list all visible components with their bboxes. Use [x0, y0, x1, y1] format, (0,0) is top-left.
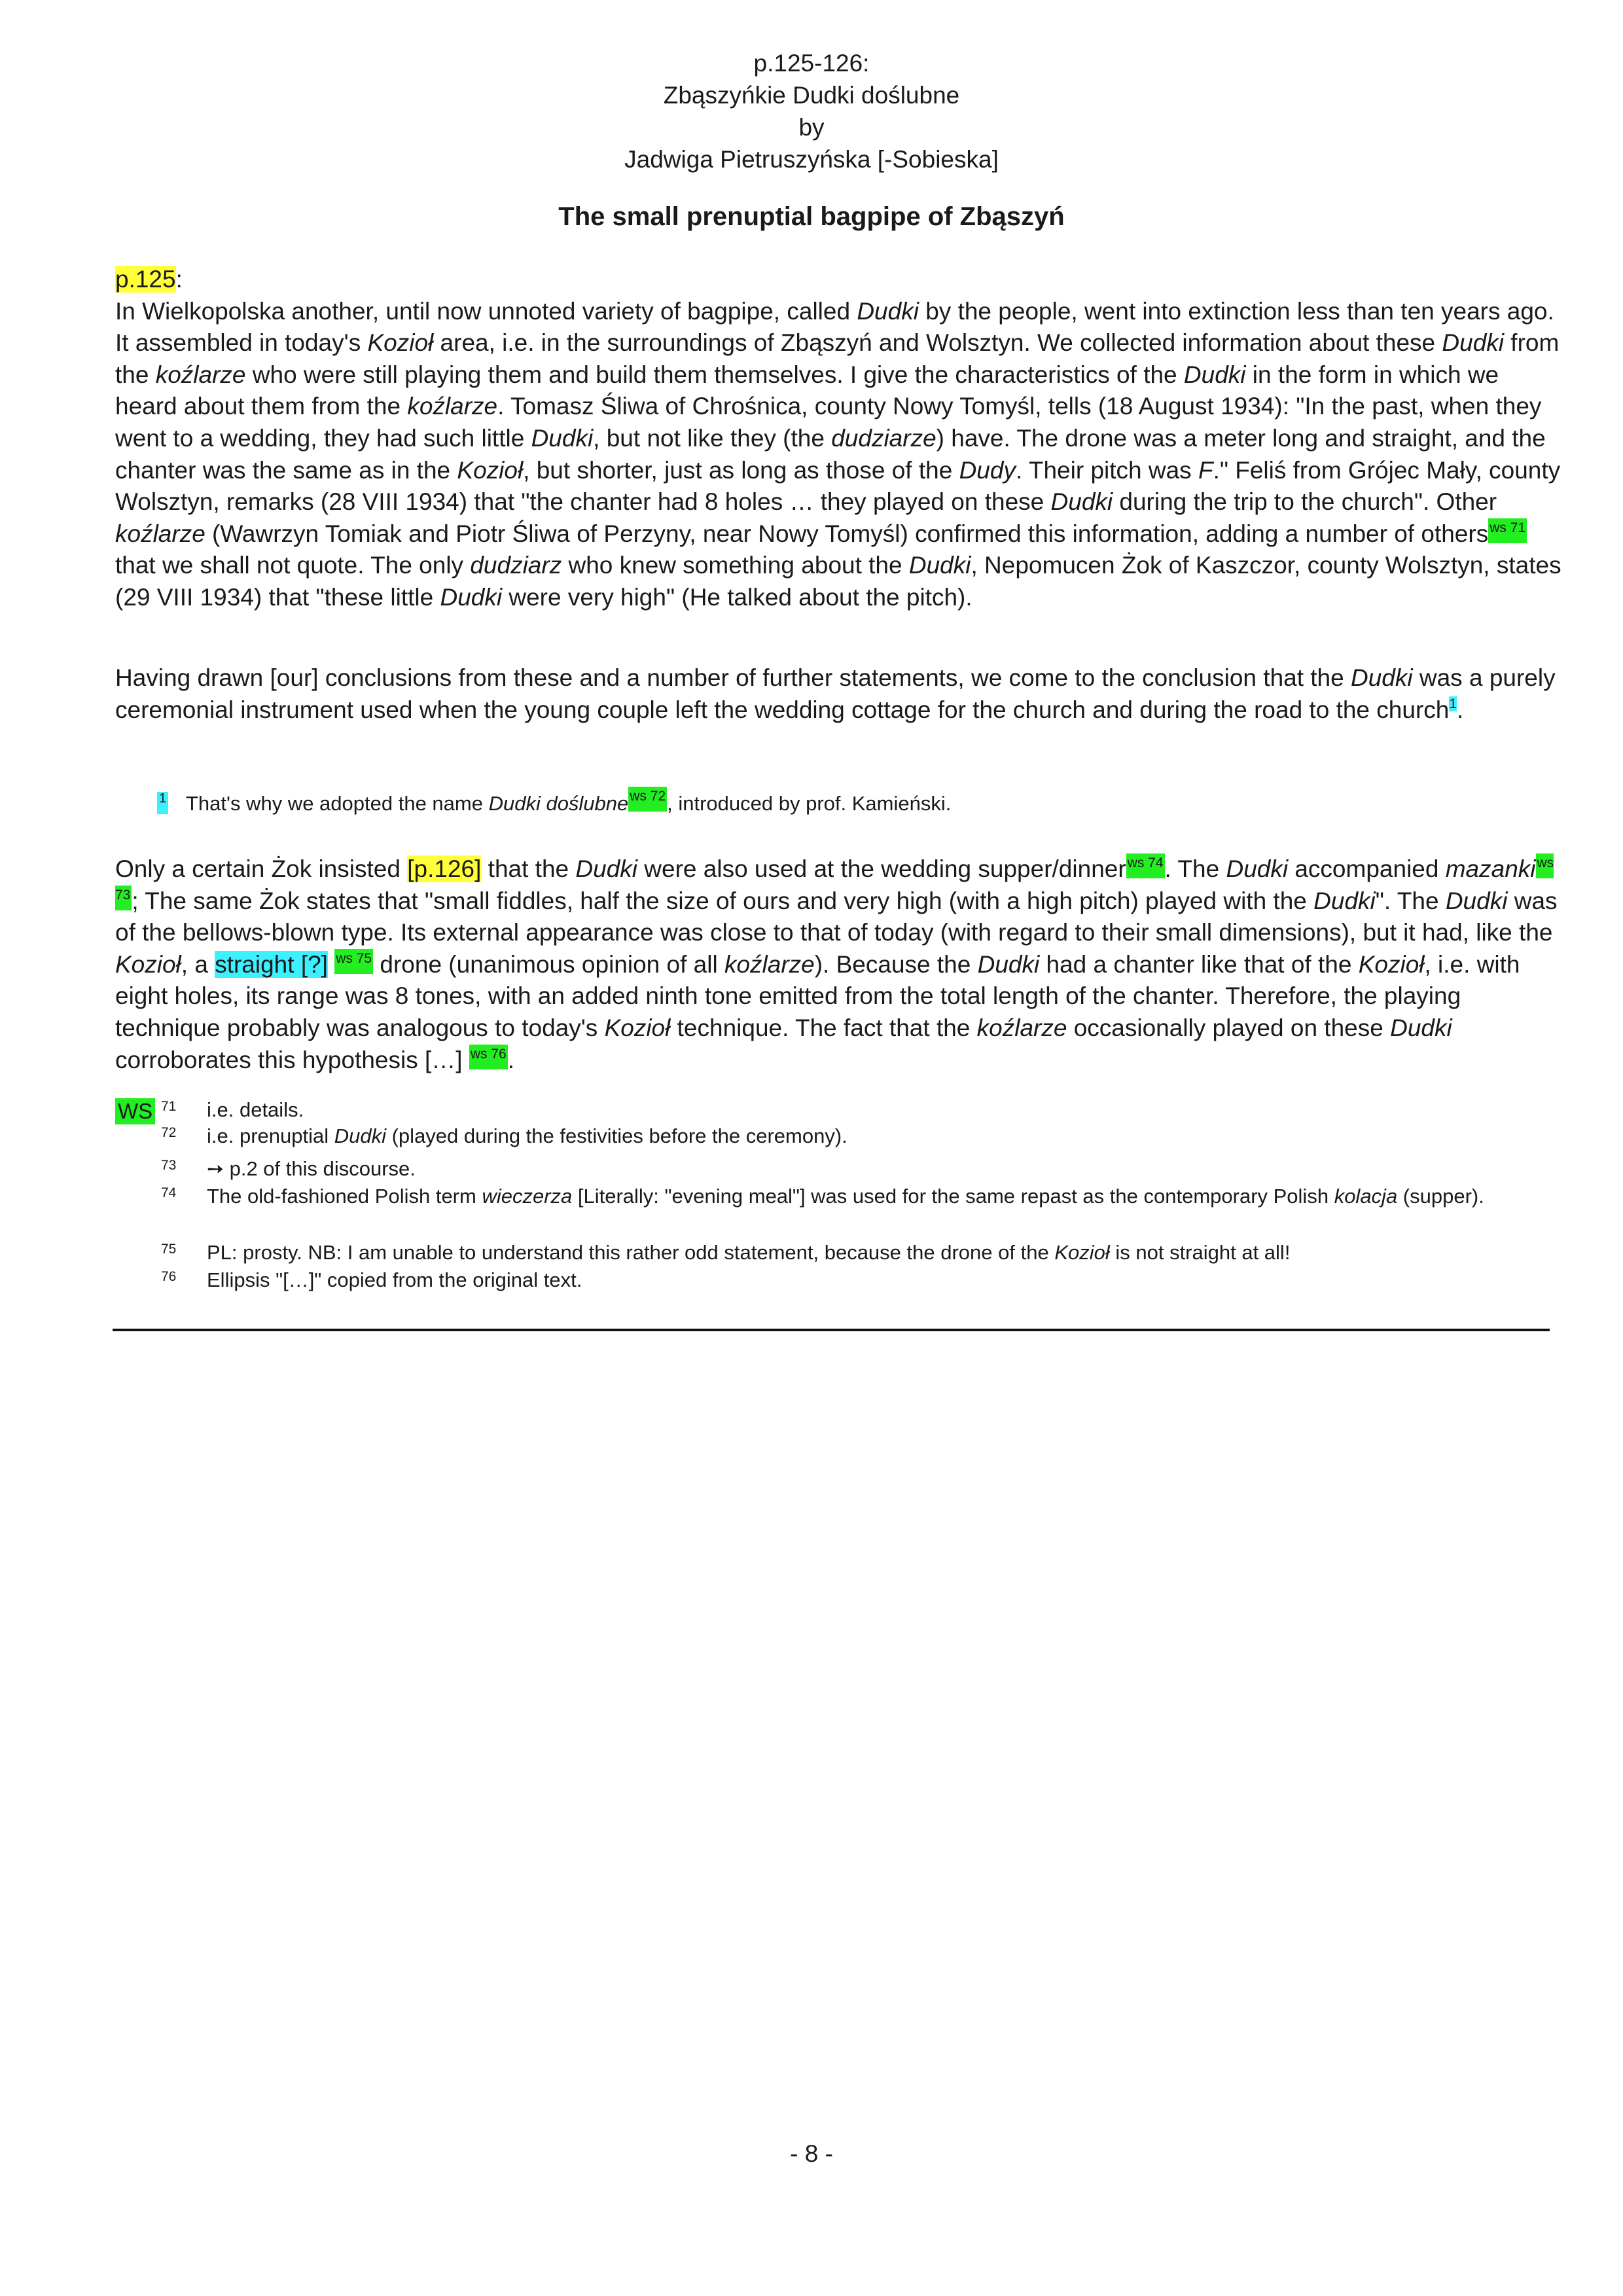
- ws-note-ref-73[interactable]: ws 73: [115, 853, 1554, 910]
- page-number: - 8 -: [790, 2140, 833, 2167]
- page-marker-p126: [p.126]: [407, 855, 482, 882]
- header-title-pl: Zbąszyńkie Dudki doślubne: [663, 82, 960, 109]
- footnote-1-mark: 1: [157, 792, 168, 814]
- paragraph-1: p.125: In Wielkopolska another, until now unnoted variety of bagpipe, called Dudki by the people, went into extinction less than ten years ago. It assembled in today's Kozioł area, i.e. in the surroundings of Zbąszyń and Wolsztyn. We collected information about these Dudki from the koźlarze who were still playing them and build them themselves. I give the characteristics of the Dudki in the form in which we heard about them from the koźlarze. Tomasz Śliwa of Chrośnica, county Nowy Tomyśl, tells (18 August 1934): "In the past, when they went to a wedding, they had such little Dudki, but not like they (the dudziarze) have. The drone was a meter long and straight, and the chanter was the same as in the Kozioł, but shorter, just as long as those of the Dudy. Their pitch was F." Feliś from Grójec Mały, county Wolsztyn, remarks (28 VIII 1934) that "the chanter had 8 holes … they played on these Dudki during the trip to the church". Other koźlarze (Wawrzyn Tomiak and Piotr Śliwa of Perzyny, near Nowy Tomyśl) confirmed this information, adding a number of others$^{ws 71}$ that we shall not quote. The only dudziarz who knew something about the Dudki, Nepomucen Żok of Kaszczor, county Wolsztyn, states (29 VIII 1934) that "these little Dudki were very high" (He talked about the pitch).: [115, 266, 1561, 611]
- ws-tag: WS: [115, 1098, 155, 1124]
- paragraph-3: Only a certain Żok insisted [p.126] that the Dudki were also used at the wedding supper/dinner$^{ws 74}$. The Dudki accompanied mazanki$^{ws 73}$; The same Żok states that "small fiddles, half the size of ours and very high (with a high pitch) played with the Dudki". The Dudki was of the bellows-blown type. Its external appearance was close to that of today (with regard to their small dimensions), but it had, like the Kozioł, a straight [?] $^{ws 75}$ drone (unanimous opinion of all koźlarze). Because the Dudki had a chanter like that of the Kozioł, i.e. with eight holes, its range was 8 tones, with an added ninth tone emitted from the total length of the chanter. Therefore, the playing technique probably was analogous to today's Kozioł technique. The fact that the koźlarze occasionally played on these Dudki corroborates this hypothesis […] $^{ws 76}$.: [115, 853, 1567, 1076]
- page-marker-p125: p.125: [115, 266, 176, 293]
- footnote-ref-1[interactable]: 1: [1449, 696, 1457, 711]
- ws-note-ref-75[interactable]: ws 75: [334, 949, 373, 974]
- header-pages: p.125-126:: [753, 50, 870, 77]
- ws-note-ref-72[interactable]: ws 72: [628, 787, 667, 812]
- header-by: by: [798, 114, 825, 141]
- ws-note-ref-71[interactable]: ws 71: [1488, 518, 1527, 543]
- document-title: The small prenuptial bagpipe of Zbąszyń: [558, 202, 1065, 231]
- header-author: Jadwiga Pietruszyńska [-Sobieska]: [624, 146, 999, 173]
- paragraph-2: Having drawn [our] conclusions from these and a number of further statements, we come to the conclusion that the Dudki was a purely ceremonial instrument used when the young couple left the wedding cottage for the church and during the road to the church$^1$.: [115, 664, 1556, 723]
- highlight-straight: straight [?]: [215, 950, 328, 978]
- document-header: [0, 47, 1623, 175]
- document-page: p.125-126: Zbąszyńkie Dudki doślubne by Jadwiga Pietruszyńska [-Sobieska] The small prenuptial bagpipe of Zbąszyń p.125: In Wielkopolska another, until now unnoted variety of bagpipe, called Dudki by the people, went into extinction less than ten years ago. It assembled in today's Kozioł area, i.e. in the surroundings of Zbąszyń and Wolsztyn. We collected information about these Dudki from the koźlarze who were still playing them and build them themselves. I give the characteristics of the Dudki in the form in which we heard about them from the koźlarze. Tomasz Śliwa of Chrośnica, county Nowy Tomyśl, tells (18 August 1934): "In the past, when they went to a wedding, they had such little Dudki, but not like they (the dudziarze) have. The drone was a meter long and straight, and the chanter was the same as in the Kozioł, but shorter, just as long as those of the Dudy. Their pitch was F." Feliś from Grójec Mały, county Wolsztyn, remarks (28 VIII 1934) that "the chanter had 8 holes … they played on these Dudki during the trip to the church". Other koźlarze (Wawrzyn Tomiak and Piotr Śliwa of Perzyny, near Nowy Tomyśl) confirmed this information, adding a number of others$^{ws 71}$ that we shall not quote. The only dudziarz who knew something about the Dudki, Nepomucen Żok of Kaszczor, county Wolsztyn, states (29 VIII 1934) that "these little Dudki were very high" (He talked about the pitch). Having drawn [our] conclusions from these and a number of further statements, we come to the conclusion that the Dudki was a purely ceremonial instrument used when the young couple left the wedding cottage for the church and during the road to the church$^1$. 1 That's why we adopted the name Dudki doślubne$^{ws 72}$, introduced by prof. Kamieński. Only a certain Żok insisted [p.126] that the Dudki were also used at the wedding supper/dinner$^{ws 74}$. The Dudki accompanied mazanki$^{ws 73}$; The same Żok states that "small fiddles, half the size of ours and very high (with a high pitch) played with the Dudki". The Dudki was of the bellows-blown type. Its external appearance was close to that of today (with regard to their small dimensions), but it had, like the Kozioł, a straight [?] $^{ws 75}$ drone (unanimous opinion of all koźlarze). Because the Dudki had a chanter like that of the Kozioł, i.e. with eight holes, its range was 8 tones, with an added ninth tone emitted from the total length of the chanter. Therefore, the playing technique probably was analogous to today's Kozioł technique. The fact that the koźlarze occasionally played on these Dudki corroborates this hypothesis […] $^{ws 76}$. WS 71 i.e. details. 72 i.e. prenuptial Dudki (played during the festivities before the ceremony). 73 ➙ p.2 of this discourse. 74 The old-fashioned Polish term wieczerza [Literally: "evening meal"] was used for the same repast as the contemporary Polish kolacja (supper). 75 PL: prosty. NB: I am unable to understand this rather odd statement, because the drone of the Kozioł is not straight at all! 76 Ellipsis "[…]" copied from the original text. - 8 -: [0, 0, 1623, 2296]
- ws-note-ref-76[interactable]: ws 76: [469, 1045, 508, 1069]
- arrow-right-icon: ➙: [207, 1157, 224, 1180]
- section-divider: [113, 1329, 1550, 1331]
- ws-note-ref-74[interactable]: ws 74: [1126, 853, 1165, 878]
